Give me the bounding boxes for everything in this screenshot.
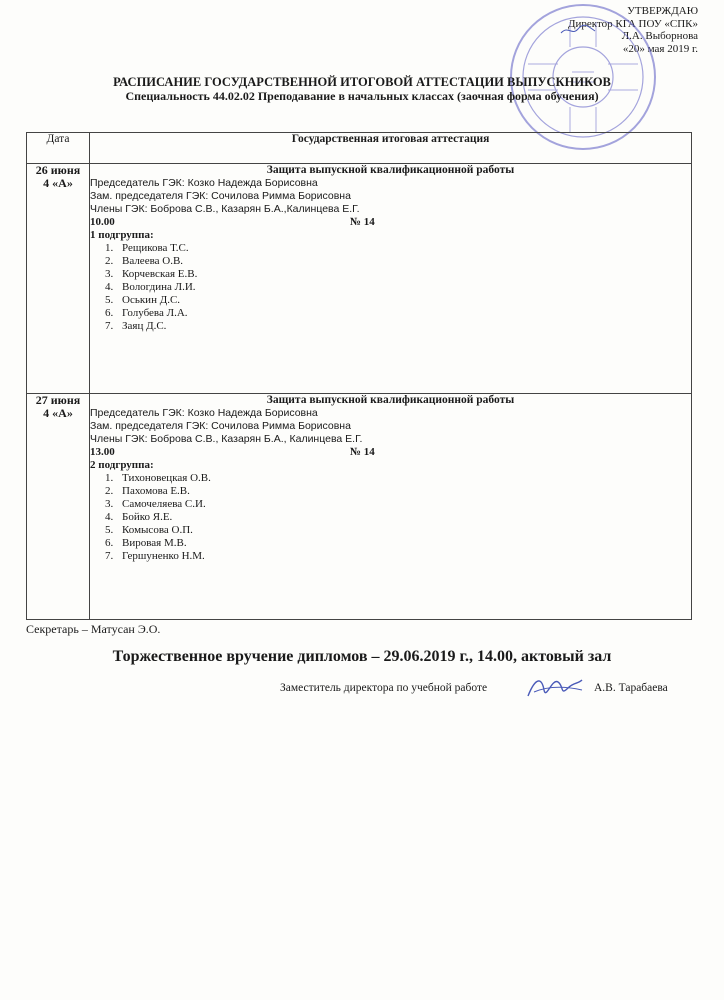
table-row [27, 164, 692, 394]
session-group: 4 «А» [43, 406, 73, 420]
list-item: 4. Вологдина Л.И. [116, 281, 691, 294]
table-row [27, 394, 692, 620]
subgroup-label: 2 подгруппа: [90, 459, 154, 471]
session-time: 13.00 [90, 446, 115, 458]
session-chair: Председатель ГЭК: Козко Надежда Борисовна [90, 177, 318, 189]
session-deputy: Зам. председателя ГЭК: Сочилова Римма Борисовна [90, 190, 351, 202]
session-title: Защита выпускной квалификационной работы [266, 164, 515, 176]
list-item: 1. Тихоновецкая О.В. [116, 472, 691, 485]
approval-word: УТВЕРЖДАЮ [627, 5, 698, 17]
session-date: 26 июня [35, 163, 81, 177]
session-room: № 14 [350, 446, 375, 458]
list-item: 5. Комысова О.П. [116, 524, 691, 537]
session-deputy: Зам. председателя ГЭК: Сочилова Римма Борисовна [90, 420, 351, 432]
approval-date: «20» мая 2019 г. [622, 42, 698, 55]
approval-name: Л.А. Выборнова [621, 30, 698, 42]
session-chair: Председатель ГЭК: Козко Надежда Борисовна [90, 407, 318, 419]
list-item: 2. Пахомова Е.В. [116, 485, 691, 498]
director-signature-icon [560, 24, 596, 36]
page-title: РАСПИСАНИЕ ГОСУДАРСТВЕННОЙ ИТОГОВОЙ АТТЕСТАЦИИ ВЫПУСКНИКОВ [113, 75, 611, 89]
schedule-table [26, 132, 692, 620]
student-list [90, 472, 691, 563]
list-item: 5. Оськин Д.С. [116, 294, 691, 307]
session-room: № 14 [350, 216, 375, 228]
list-item: 6. Голубева Л.А. [116, 307, 691, 320]
subgroup-label: 1 подгруппа: [90, 229, 154, 241]
session-time-room [90, 446, 691, 459]
page-subtitle: Специальность 44.02.02 Преподавание в начальных классах (заочная форма обучения) [125, 89, 599, 103]
student-list [90, 242, 691, 333]
column-header-date: Дата [27, 133, 90, 164]
list-item: 2. Валеева О.В. [116, 255, 691, 268]
session-title: Защита выпускной квалификационной работы [266, 394, 515, 406]
date-cell [27, 164, 90, 394]
deputy-name: А.В. Тарабаева [594, 682, 668, 694]
list-item: 1. Рещикова Т.С. [116, 242, 691, 255]
list-item: 7. Заяц Д.С. [116, 320, 691, 333]
table-header-row [27, 133, 692, 164]
deputy-signature-line [280, 682, 700, 694]
signature-icon [524, 672, 586, 702]
secretary-line: Секретарь – Матусан Э.О. [26, 622, 161, 636]
column-header-gia: Государственная итоговая аттестация [90, 133, 692, 164]
session-group: 4 «А» [43, 176, 73, 190]
session-content [90, 394, 692, 620]
ceremony-announcement: Торжественное вручение дипломов – 29.06.2019 г., 14.00, актовый зал [112, 648, 612, 665]
session-members: Члены ГЭК: Боброва С.В., Казарян Б.А., Калинцева Е.Г. [90, 433, 363, 445]
deputy-position: Заместитель директора по учебной работе [280, 682, 488, 694]
session-content [90, 164, 692, 394]
list-item: 3. Самочеляева С.И. [116, 498, 691, 511]
approval-position: Директор КГА ПОУ «СПК» [567, 17, 698, 30]
session-date: 27 июня [35, 393, 81, 407]
session-time-room [90, 216, 691, 229]
session-members: Члены ГЭК: Боброва С.В., Казарян Б.А.,Калинцева Е.Г. [90, 203, 360, 215]
list-item: 7. Гершуненко Н.М. [116, 550, 691, 563]
list-item: 4. Бойко Я.Е. [116, 511, 691, 524]
list-item: 3. Корчевская Е.В. [116, 268, 691, 281]
list-item: 6. Вировая М.В. [116, 537, 691, 550]
date-cell [27, 394, 90, 620]
session-time: 10.00 [90, 216, 115, 228]
